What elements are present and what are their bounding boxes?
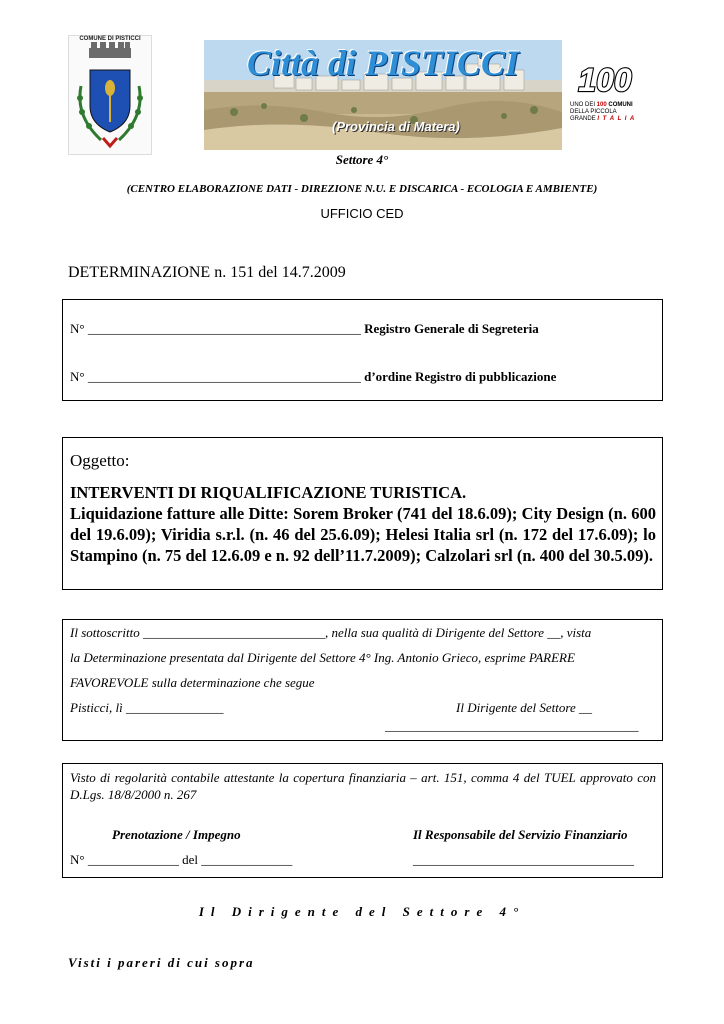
visti-pareri: Visti i pareri di cui sopra xyxy=(68,955,255,970)
logo-line3-pre: GRANDE xyxy=(570,116,598,122)
centro-heading: (CENTRO ELABORAZIONE DATI - DIREZIONE N.U. E DISCARICA - ECOLOGIA E AMBIENTE) xyxy=(126,183,598,195)
prenotazione-label: Prenotazione / Impegno xyxy=(112,827,241,842)
parere-line2: la Determinazione presentata dal Dirigente del Settore 4° Ing. Antonio Grieco, esprime PARERE xyxy=(70,650,575,665)
banner-subtitle: (Provincia di Matera) xyxy=(332,119,460,134)
parere-luogo: Pisticci, lì _______________ xyxy=(70,700,224,715)
cento-logo-caption xyxy=(570,102,660,123)
logo-line1-pre: UNO DEI xyxy=(570,102,597,108)
impegno-numero: N° ______________ del ______________ xyxy=(70,852,293,867)
cento-logo-icon xyxy=(572,60,638,100)
contabile-box xyxy=(62,763,663,878)
visto-contabile: Visto di regolarità contabile attestante la copertura finanziaria – art. 151, comma 4 del TUEL approvato con D.Lgs. 18/8/2000 n. 267 xyxy=(70,770,656,802)
logo-line3-italia: I T A L I A xyxy=(597,116,636,122)
registro-row1-blank: __________________________________________ xyxy=(87,321,361,336)
parere-firma-line: _______________________________________ xyxy=(385,718,639,733)
registro-box xyxy=(62,299,663,401)
ufficio-heading: UFFICIO CED xyxy=(320,206,404,221)
oggetto-body: Liquidazione fatture alle Ditte: Sorem Broker (741 del 18.6.09); City Design (n. 600 del 19.6.09); Viridia s.r.l. (n. 46 del 25.6.09); Helesi Italia srl (n. 172 del 17.6.09); lo Stampino (n. 75 del 12.6.09 e n. 92 dell’11.7.2009); Calzolari srl (n. 400 del 30.5.09). xyxy=(70,504,656,565)
responsabile-firma-line: __________________________________ xyxy=(413,852,634,867)
registro-pubblicazione-row xyxy=(70,369,556,385)
registro-row2-prefix: N° xyxy=(70,369,88,384)
logo-line2: DELLA PICCOLA xyxy=(570,109,617,115)
registro-row1-prefix: N° xyxy=(70,321,88,336)
responsabile-label: Il Responsabile del Servizio Finanziario xyxy=(413,827,628,842)
oggetto-line1: INTERVENTI DI RIQUALIFICAZIONE TURISTICA. xyxy=(70,483,467,502)
oggetto-label: Oggetto: xyxy=(70,451,130,470)
registro-row2-label: d’ordine Registro di pubblicazione xyxy=(360,369,557,384)
parere-box xyxy=(62,619,663,741)
cento-logo-number: 100 xyxy=(578,62,632,98)
dirigente-heading: Il Dirigente del Settore 4° xyxy=(198,904,526,919)
cento-comuni-logo xyxy=(572,60,638,100)
logo-line1-post: COMUNI xyxy=(606,102,633,108)
municipal-crest xyxy=(68,35,152,155)
settore-heading: Settore 4° xyxy=(335,152,389,167)
oggetto-text xyxy=(70,482,656,566)
crest-text: COMUNE DI PISTICCI xyxy=(79,36,141,42)
parere-line3: FAVOREVOLE sulla determinazione che segue xyxy=(70,675,315,690)
registro-row1-label: Registro Generale di Segreteria xyxy=(360,321,539,336)
registro-row2-blank: __________________________________________ xyxy=(87,369,361,384)
logo-line1-num: 100 xyxy=(596,102,607,108)
registro-generale-row xyxy=(70,321,539,337)
crest-emblem-icon xyxy=(69,36,151,154)
determinazione-title: DETERMINAZIONE n. 151 del 14.7.2009 xyxy=(68,264,346,281)
parere-firma-label: Il Dirigente del Settore __ xyxy=(456,700,592,715)
oggetto-box xyxy=(62,437,663,590)
parere-line1: Il sottoscritto ____________________________, nella sua qualità di Dirigente del Settore __, vista xyxy=(70,625,592,640)
banner-title: Città di PISTICCI xyxy=(246,43,520,83)
city-banner xyxy=(204,40,562,150)
